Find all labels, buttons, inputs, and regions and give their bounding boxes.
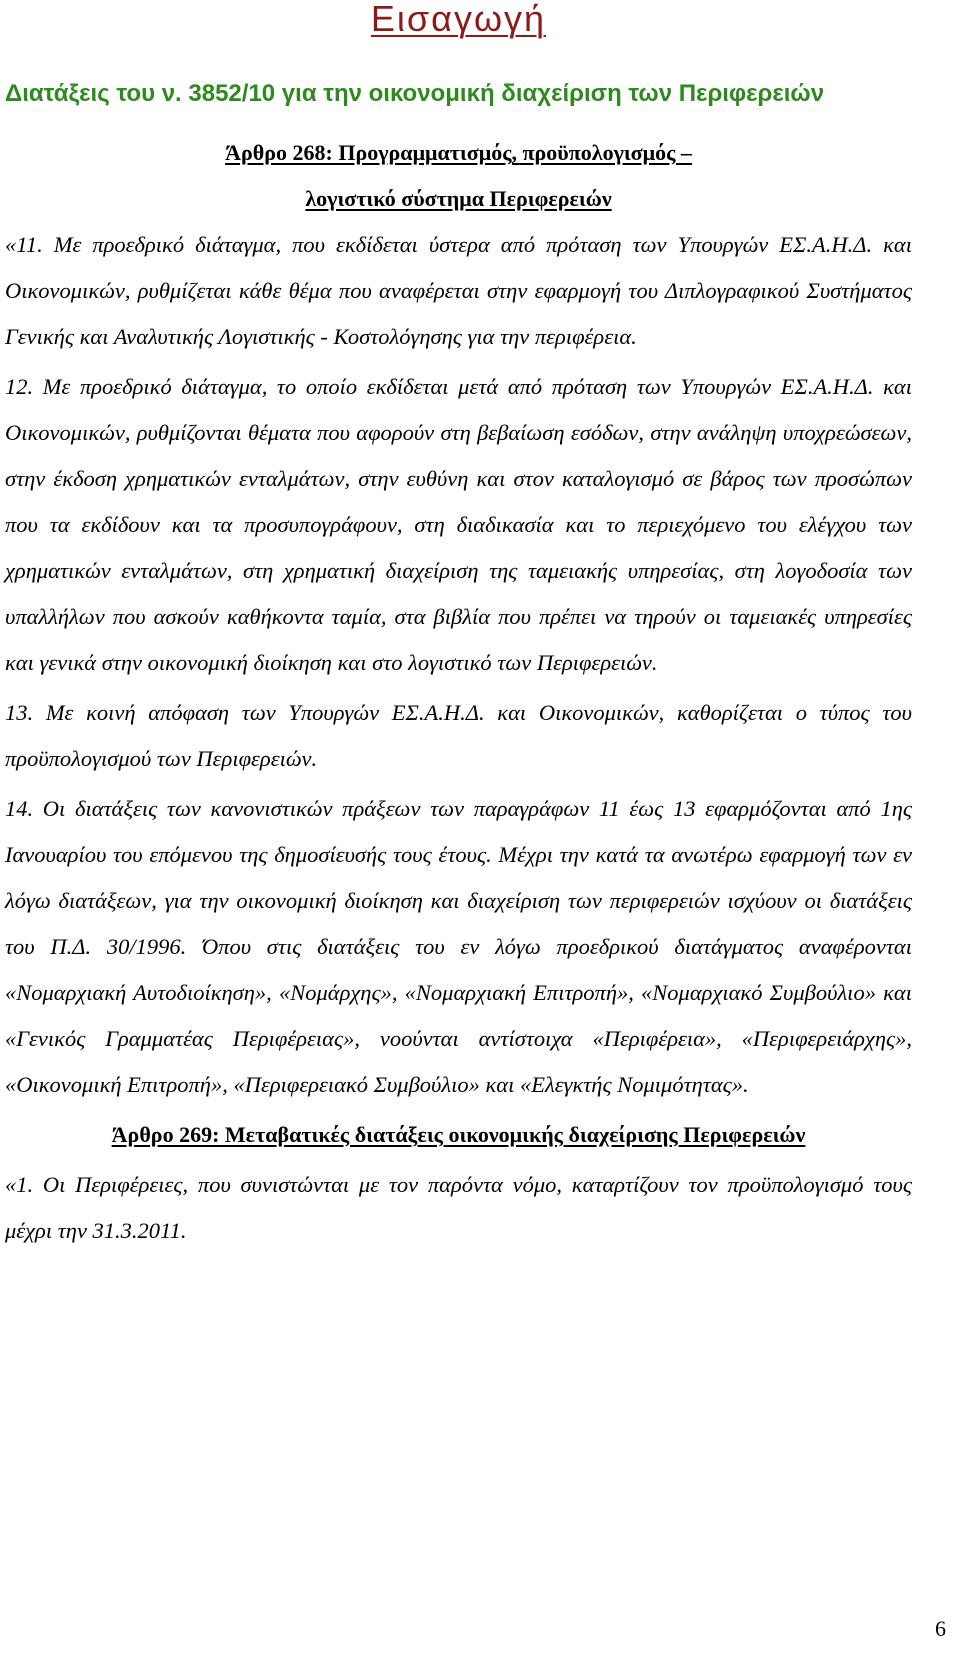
article-268-heading-line1: Άρθρο 268: Προγραμματισμός, προϋπολογισμός – [225,140,692,165]
article-269-heading: Άρθρο 269: Μεταβατικές διατάξεις οικονομικής διαχείρισης Περιφερειών [111,1122,806,1147]
paragraph-14: 14. Οι διατάξεις των κανονιστικών πράξεων των παραγράφων 11 έως 13 εφαρμόζονται από 1ης Ιανουαρίου του επόμενου της δημοσίευσής τους έτους. Μέχρι την κατά τα ανωτέρω εφαρμογή των εν λόγω διατάξεων, για την οικονομική διοίκηση και διαχείριση των περιφερειών ισχύουν οι διατάξεις του Π.Δ. 30/1996. Όπου στις διατάξεις του εν λόγω προεδρικού διατάγματος αναφέρονται «Νομαρχιακή Αυτοδιοίκηση», «Νομάρχης», «Νομαρχιακή Επιτροπή», «Νομαρχιακό Συμβούλιο» και «Γενικός Γραμματέας Περιφέρειας», νοούνται αντίστοιχα «Περιφέρεια», «Περιφερειάρχης», «Οικονομική Επιτροπή», «Περιφερειακό Συμβούλιο» και «Ελεγκτής Νομιμότητας». [5,796,912,1097]
paragraph-269-1: «1. Οι Περιφέρειες, που συνιστώνται με τον παρόντα νόμο, καταρτίζουν τον προϋπολογισμό τους μέχρι την 31.3.2011. [5,1172,912,1243]
paragraph-12: 12. Με προεδρικό διάταγμα, το οποίο εκδίδεται μετά από πρόταση των Υπουργών ΕΣ.Α.Η.Δ. και Οικονομικών, ρυθμίζονται θέματα που αφορούν στη βεβαίωση εσόδων, στην ανάληψη υποχρεώσεων, στην έκδοση χρηματικών ενταλμάτων, στην ευθύνη και στον καταλογισμό σε βάρος των προσώπων που τα εκδίδουν και τα προσυπογράφουν, στη διαδικασία και το περιεχόμενο του ελέγχου των χρηματικών ενταλμάτων, στη χρηματική διαχείριση της ταμειακής υπηρεσίας, στη λογοδοσία των υπαλλήλων που ασκούν καθήκοντα ταμία, στα βιβλία που πρέπει να τηρούν οι ταμειακές υπηρεσίες και γενικά στην οικονομική διοίκηση και στο λογιστικό των Περιφερειών. [5,374,912,675]
section-subtitle: Διατάξεις του ν. 3852/10 για την οικονομική διαχείριση των Περιφερειών [5,80,825,107]
page-title: Εισαγωγή [370,0,547,39]
page-number: 6 [935,1616,946,1641]
article-268-heading-line2: λογιστικό σύστημα Περιφερειών [305,186,612,211]
paragraph-13: 13. Με κοινή απόφαση των Υπουργών ΕΣ.Α.Η.Δ. και Οικονομικών, καθορίζεται ο τύπος του προϋπολογισμού των Περιφερειών. [5,700,912,771]
paragraph-11: «11. Με προεδρικό διάταγμα, που εκδίδεται ύστερα από πρόταση των Υπουργών ΕΣ.Α.Η.Δ. και Οικονομικών, ρυθμίζεται κάθε θέμα που αναφέρεται στην εφαρμογή του Διπλογραφικού Συστήματος Γενικής και Αναλυτικής Λογιστικής - Κοστολόγησης για την περιφέρεια. [5,232,912,349]
